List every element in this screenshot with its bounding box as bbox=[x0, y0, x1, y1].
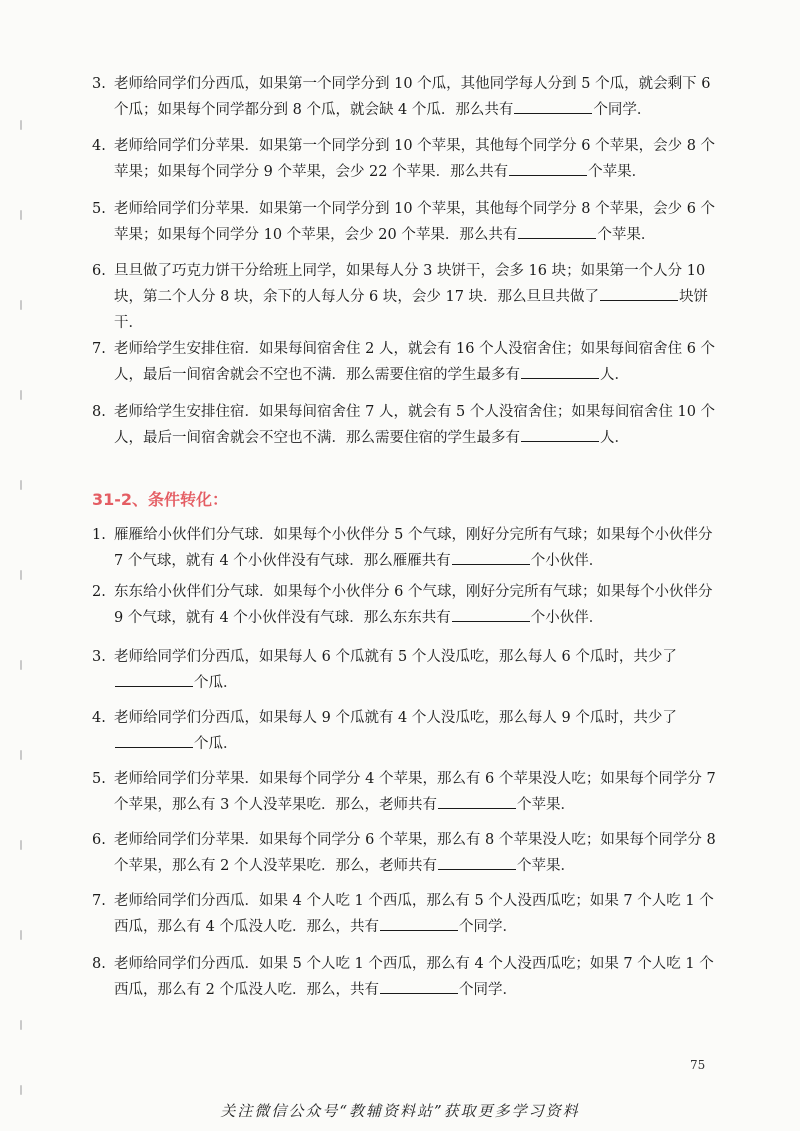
binding-mark bbox=[20, 930, 22, 940]
problem-number: 7. bbox=[92, 893, 106, 909]
problem-s1-8 bbox=[92, 399, 722, 451]
problem-text: 老师给同学们分西瓜．如果 4 个人吃 1 个西瓜，那么有 5 个人没西瓜吃；如果 7 个人吃 1 个西瓜，那么有 4 个瓜没人吃．那么，共有 个同学． bbox=[114, 893, 714, 935]
binding-mark bbox=[20, 120, 22, 130]
binding-mark bbox=[20, 210, 22, 220]
problem-number: 6. bbox=[92, 263, 106, 279]
answer-blank[interactable] bbox=[380, 977, 458, 994]
answer-blank[interactable] bbox=[521, 425, 599, 442]
problem-s2-7 bbox=[92, 888, 722, 940]
binding-mark bbox=[20, 300, 22, 310]
binding-mark bbox=[20, 840, 22, 850]
problem-text: 旦旦做了巧克力饼干分给班上同学，如果每人分 3 块饼干，会多 16 块；如果第一个人分 10 块，第二个人分 8 块，余下的人每人分 6 块，会少 17 块．那么旦旦共做了 块饼干． bbox=[114, 263, 709, 331]
problem-s2-1 bbox=[92, 522, 722, 574]
problem-s2-6 bbox=[92, 827, 722, 879]
problem-text: 雁雁给小伙伴们分气球．如果每个小伙伴分 5 个气球，刚好分完所有气球；如果每个小伙伴分 7 个气球，就有 4 个小伙伴没有气球．那么雁雁共有 个小伙伴． bbox=[114, 527, 713, 569]
problem-text: 老师给同学们分西瓜，如果第一个同学分到 10 个瓜，其他同学每人分到 5 个瓜，就会剩下 6 个瓜；如果每个同学都分到 8 个瓜，就会缺 4 个瓜．那么共有 个同学． bbox=[114, 76, 711, 118]
answer-blank[interactable] bbox=[452, 548, 530, 565]
problem-number: 4. bbox=[92, 138, 106, 154]
problem-number: 3. bbox=[92, 649, 106, 665]
binding-mark bbox=[20, 660, 22, 670]
footer-note: 关注微信公众号“教辅资料站”获取更多学习资料 bbox=[220, 1102, 580, 1120]
answer-blank[interactable] bbox=[380, 914, 458, 931]
problem-number: 2. bbox=[92, 584, 106, 600]
problem-number: 5. bbox=[92, 201, 106, 217]
binding-mark bbox=[20, 750, 22, 760]
problem-text: 老师给同学们分苹果．如果每个同学分 6 个苹果，那么有 8 个苹果没人吃；如果每个同学分 8 个苹果，那么有 2 个人没苹果吃．那么，老师共有 个苹果． bbox=[114, 832, 716, 874]
problem-s2-3 bbox=[92, 644, 722, 696]
problem-number: 8. bbox=[92, 404, 106, 420]
answer-blank[interactable] bbox=[115, 670, 193, 687]
binding-mark bbox=[20, 390, 22, 400]
problem-s2-2 bbox=[92, 579, 722, 631]
answer-blank[interactable] bbox=[438, 792, 516, 809]
binding-mark bbox=[20, 1020, 22, 1030]
answer-blank[interactable] bbox=[438, 853, 516, 870]
problem-text: 老师给学生安排住宿．如果每间宿舍住 7 人，就会有 5 个人没宿舍住；如果每间宿舍住 10 个人，最后一间宿舍就会不空也不满．那么需要住宿的学生最多有 人． bbox=[114, 404, 716, 446]
problem-text: 老师给同学们分西瓜，如果每人 9 个瓜就有 4 个人没瓜吃，那么每人 9 个瓜时，共少了个瓜． bbox=[114, 710, 677, 752]
page-number: 75 bbox=[690, 1058, 706, 1072]
problem-number: 6. bbox=[92, 832, 106, 848]
problem-s1-3 bbox=[92, 71, 722, 123]
answer-blank[interactable] bbox=[514, 97, 592, 114]
problem-number: 1. bbox=[92, 527, 106, 543]
problem-s1-4 bbox=[92, 133, 722, 185]
problem-s2-8 bbox=[92, 951, 722, 1003]
problem-text: 老师给同学们分苹果．如果第一个同学分到 10 个苹果，其他每个同学分 8 个苹果，会少 6 个苹果；如果每个同学分 10 个苹果，会少 20 个苹果．那么共有 个苹果． bbox=[114, 201, 716, 243]
answer-blank[interactable] bbox=[600, 284, 678, 301]
problem-number: 8. bbox=[92, 956, 106, 972]
problem-s1-6 bbox=[92, 258, 722, 336]
binding-mark bbox=[20, 570, 22, 580]
problem-text: 老师给同学们分苹果．如果第一个同学分到 10 个苹果，其他每个同学分 6 个苹果，会少 8 个苹果；如果每个同学分 9 个苹果，会少 22 个苹果．那么共有 个苹果． bbox=[114, 138, 716, 180]
problem-s1-7 bbox=[92, 336, 722, 388]
answer-blank[interactable] bbox=[518, 222, 596, 239]
section-title: 31-2、条件转化： bbox=[92, 490, 229, 509]
problem-number: 4. bbox=[92, 710, 106, 726]
binding-mark bbox=[20, 1085, 22, 1095]
answer-blank[interactable] bbox=[521, 362, 599, 379]
answer-blank[interactable] bbox=[115, 731, 193, 748]
binding-mark bbox=[20, 480, 22, 490]
problem-number: 5. bbox=[92, 771, 106, 787]
problem-text: 老师给同学们分西瓜．如果 5 个人吃 1 个西瓜，那么有 4 个人没西瓜吃；如果 7 个人吃 1 个西瓜，那么有 2 个瓜没人吃．那么，共有 个同学． bbox=[114, 956, 714, 998]
problem-text: 老师给同学们分西瓜，如果每人 6 个瓜就有 5 个人没瓜吃，那么每人 6 个瓜时，共少了个瓜． bbox=[114, 649, 677, 691]
problem-text: 老师给学生安排住宿．如果每间宿舍住 2 人，就会有 16 个人没宿舍住；如果每间宿舍住 6 个人，最后一间宿舍就会不空也不满．那么需要住宿的学生最多有 人． bbox=[114, 341, 716, 383]
problem-text: 老师给同学们分苹果．如果每个同学分 4 个苹果，那么有 6 个苹果没人吃；如果每个同学分 7 个苹果，那么有 3 个人没苹果吃．那么，老师共有 个苹果． bbox=[114, 771, 716, 813]
problem-number: 3. bbox=[92, 76, 106, 92]
problem-s2-5 bbox=[92, 766, 722, 818]
problem-number: 7. bbox=[92, 341, 106, 357]
answer-blank[interactable] bbox=[452, 605, 530, 622]
problem-s2-4 bbox=[92, 705, 722, 757]
problem-s1-5 bbox=[92, 196, 722, 248]
problem-text: 东东给小伙伴们分气球．如果每个小伙伴分 6 个气球，刚好分完所有气球；如果每个小伙伴分 9 个气球，就有 4 个小伙伴没有气球．那么东东共有 个小伙伴． bbox=[114, 584, 713, 626]
answer-blank[interactable] bbox=[509, 159, 587, 176]
